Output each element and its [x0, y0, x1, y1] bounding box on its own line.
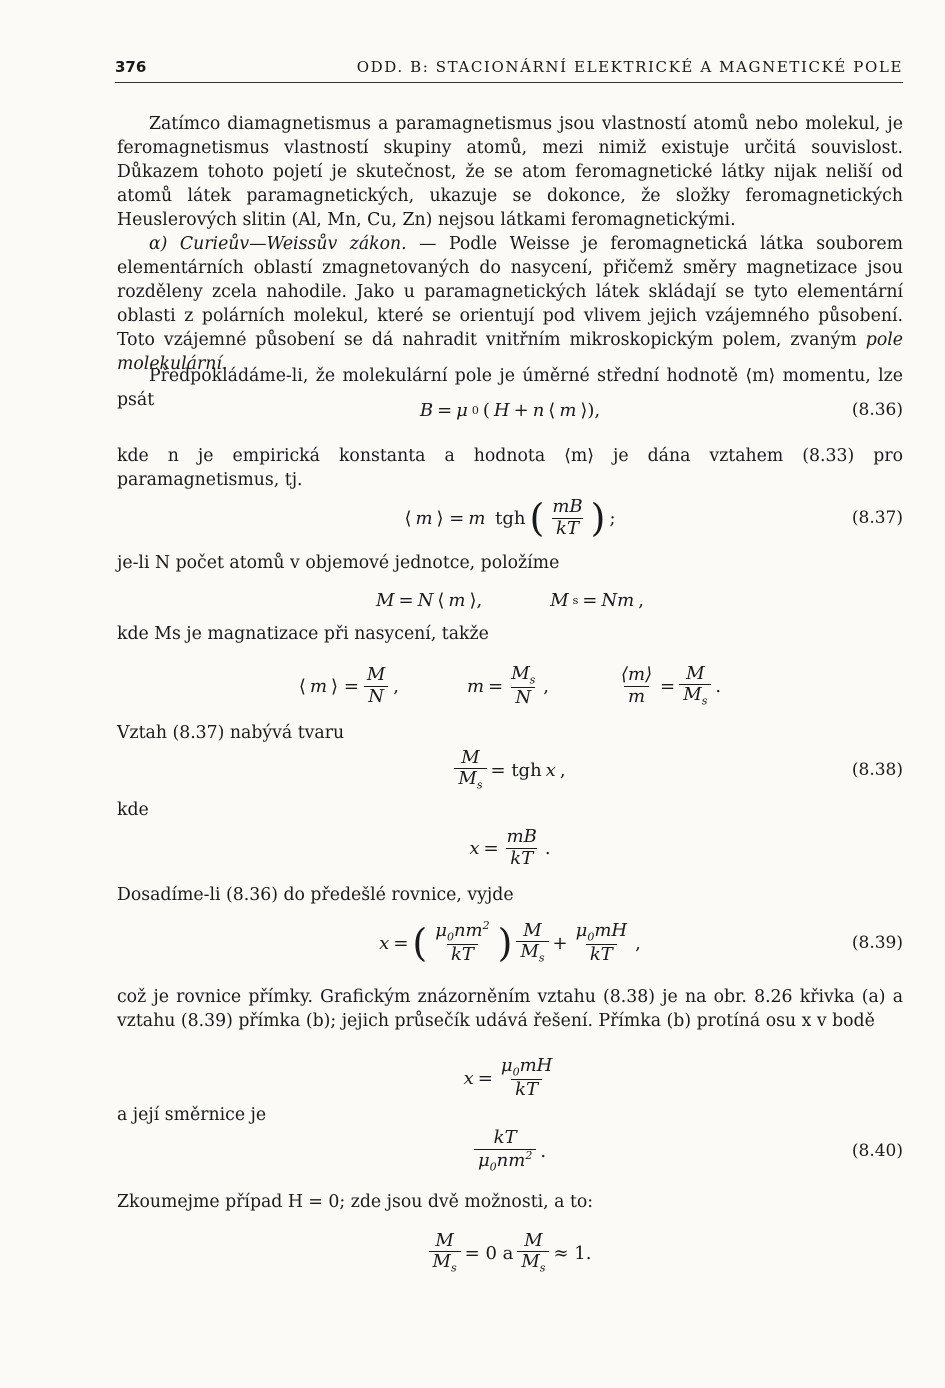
equation-number: (8.40) [851, 1141, 903, 1161]
term-molecular-field: pole molekulární. [117, 330, 903, 374]
equation-8-39: x = ( $\frac{\mu_0nm^2}{kT}$ ) $\frac{M}{M_s}$ + $\frac{\mu_0mH}{kT}$ , (8.39) [379, 919, 903, 966]
equation-number: (8.39) [851, 933, 903, 953]
equation-8-36: B = μ 0 ( H + n ⟨ m ⟩), (8.36) [419, 399, 903, 421]
paragraph-assumption: Předpokládáme-li, že molekulární pole je úměrné střední hodnotě ⟨m⟩ momentu, lze psát [117, 366, 903, 410]
equation-number: (8.38) [851, 760, 903, 780]
equation-number: (8.37) [851, 508, 903, 528]
paragraph-saturation: kde Ms je magnatizace při nasycení, takže [117, 624, 489, 644]
paragraph-slope: a její směrnice je [117, 1105, 267, 1125]
page-number: 376 [115, 58, 147, 76]
paragraph-constant: kde n je empirická konstanta a hodnota ⟨m⟩ je dána vztahem (8.33) pro paramagnetismus, tj. [117, 446, 903, 490]
paragraph-relation-form: Vztah (8.37) nabývá tvaru [117, 723, 345, 743]
equation-8-40: $\frac{kT}{\mu_0nm^2}$ . (8.40) [117, 1120, 903, 1182]
paragraph-atom-count: je-li N počet atomů v objemové jednotce, položíme [117, 553, 560, 573]
equation-number: (8.36) [851, 400, 903, 420]
paragraph-zero-field: Zkoumejme případ H = 0; zde jsou dvě možnosti, a to: [117, 1192, 594, 1212]
equation-magnetization: M = N ⟨ m ⟩, M s = Nm , [376, 589, 644, 611]
running-title: ODD. B: STACIONÁRNÍ ELEKTRICKÉ A MAGNETICKÉ POLE [356, 58, 903, 76]
section-text: — Podle Weisse je feromagnetická látka souborem elementárních oblastí zmagnetovaných do nasycení, přičemž směry magnetizace jsou rozděleny zcela nahodile. Jako u paramagnetických látek skládají se tyto elementární oblasti z polárních molekul, které se orientují pod vlivem jejich vzájemného působení. Toto vzájemné působení se dá nahradit vnitřním mikroskopickým polem, zvaným [117, 234, 903, 350]
equation-8-37: ⟨ m ⟩ = m tgh ( $\frac{mB}{kT}$ ) ; (8.37) [404, 495, 903, 540]
equation-ratios: ⟨ m ⟩ = $\frac{M}{N}$ , m = $\frac{M_s}{N}$ , $\frac{⟨m⟩}{m}$ = $\frac{M}{M_s}$ . [298, 662, 722, 708]
equation-8-38: $\frac{M}{M_s}$ = tgh x , (8.38) [117, 740, 903, 800]
running-header [115, 58, 903, 83]
paragraph-where: kde [117, 800, 149, 820]
paragraph-line-equation: což je rovnice přímky. Grafickým znázorněním vztahu (8.38) je na obr. 8.26 křivka (a) a vztahu (8.39) přímka (b); jejich průsečík udává řešení. Přímka (b) protíná osu x v bodě [117, 987, 903, 1031]
equation-two-cases: $\frac{M}{M_s}$ = 0 a $\frac{M}{M_s}$ ≈ 1. [117, 1222, 903, 1284]
equation-intercept: x = $\frac{\mu_0mH}{kT}$ [463, 1054, 553, 1100]
equation-x-definition: x = $\frac{mB}{kT}$ . [469, 825, 551, 869]
section-label: α) Curieův—Weissův zákon. [149, 234, 407, 254]
paragraph-curie-weiss [117, 232, 903, 376]
paragraph-ferromagnetism: Zatímco diamagnetismus a paramagnetismus jsou vlastností atomů nebo molekul, je feromagnetismus vlastností skupiny atomů, mezi nimiž existuje určitá souvislost. Důkazem tohoto pojetí je skutečnost, že se atom feromagnetické látky nijak neliší od atomů látek paramagnetických, ukazuje se dokonce, že složky feromagnetických Heuslerových slitin (Al, Mn, Cu, Zn) nejsou látkami feromagnetickými. [117, 114, 903, 230]
paragraph-substitution: Dosadíme-li (8.36) do předešlé rovnice, vyjde [117, 885, 514, 905]
